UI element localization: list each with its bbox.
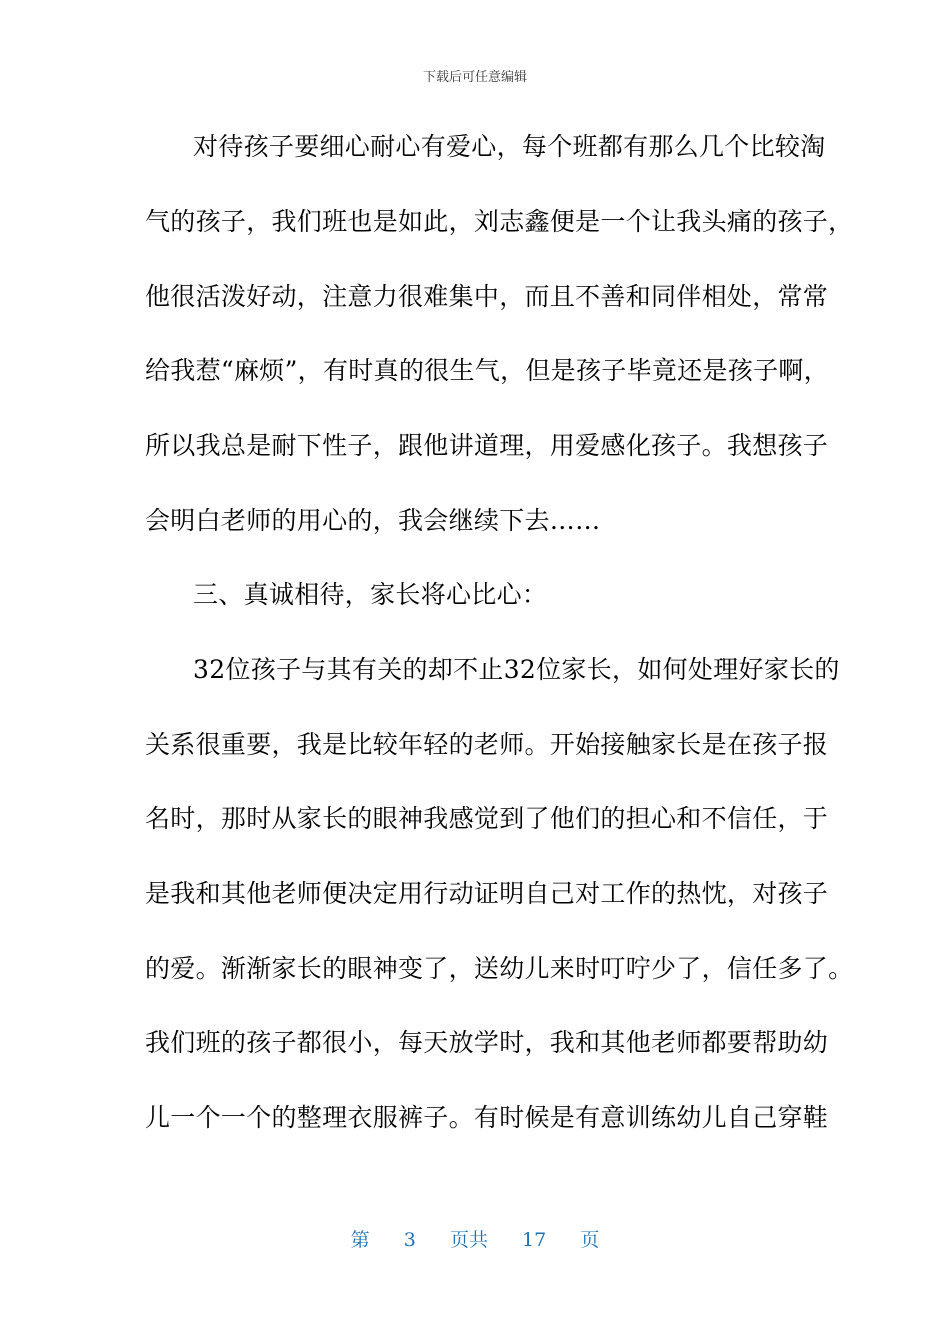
page-number: 3 [403,1229,416,1251]
body-line: 给我惹“麻烦”，有时真的很生气，但是孩子毕竟还是孩子啊， [145,356,829,385]
body-line: 儿一个一个的整理衣服裤子。有时候是有意训练幼儿自己穿鞋 [145,1103,829,1132]
header-note: 下载后可任意编辑 [422,70,527,85]
body-line: 是我和其他老师便决定用行动证明自己对工作的热忱，对孩子 [145,879,829,908]
page-label-mid: 页共 [449,1229,488,1251]
body-line: 对待孩子要细心耐心有爱心，每个班都有那么几个比较淘 [193,132,826,161]
body-line: 会明白老师的用心的，我会继续下去…… [145,506,601,535]
body-line: 我们班的孩子都很小，每天放学时，我和其他老师都要帮助幼 [145,1028,829,1057]
body-line: 32位孩子与其有关的却不止32位家长，如何处理好家长的 [193,655,840,684]
body-line: 所以我总是耐下性子，跟他讲道理，用爱感化孩子。我想孩子 [145,431,829,460]
body-line: 名时，那时从家长的眼神我感觉到了他们的担心和不信任，于 [145,804,829,833]
body-line: 气的孩子，我们班也是如此，刘志鑫便是一个让我头痛的孩子， [145,207,854,236]
page-label-post: 页 [580,1229,600,1251]
body-line: 的爱。渐渐家长的眼神变了，送幼儿来时叮咛少了，信任多了。 [145,954,854,983]
page-footer [0,1225,950,1252]
body-line: 他很活泼好动，注意力很难集中，而且不善和同伴相处，常常 [145,282,829,311]
section-heading: 三、真诚相待，家长将心比心： [193,580,548,609]
page-label-pre: 第 [350,1229,370,1251]
body-line: 关系很重要，我是比较年轻的老师。开始接触家长是在孩子报 [145,730,829,759]
total-pages: 17 [522,1229,547,1251]
